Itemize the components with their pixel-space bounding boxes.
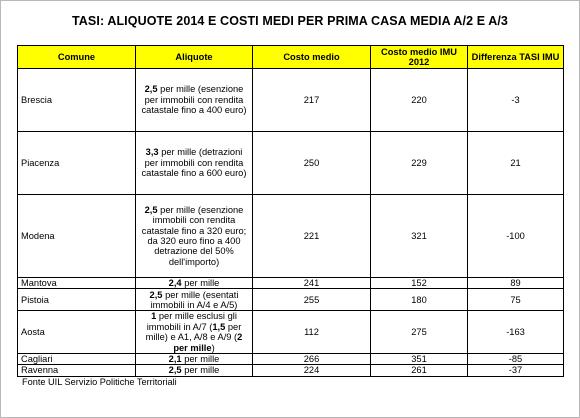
aliquote-rate: 2,5 [168,365,182,376]
cell-aliquote [136,365,253,376]
cell-differenza: -3 [468,69,564,132]
cell-costo-imu: 275 [371,311,468,354]
cell-costo-medio: 224 [253,365,371,376]
aliquote-rate-a7: 1,5 [212,321,226,332]
cell-differenza: 89 [468,278,564,289]
cell-comune: Cagliari [18,354,136,365]
aliquote-rate: 2,5 [149,289,163,300]
header-aliquote: Aliquote [136,46,253,69]
cell-differenza: -85 [468,354,564,365]
table-row [18,354,564,365]
aliquote-note: per mille esclusi gli immobili in A/7 ( [146,311,237,332]
cell-comune: Ravenna [18,365,136,376]
aliquote-note: per mille (esenzione per immobili con rendita catastale fino a 400 euro) [141,84,247,116]
table-row [18,278,564,289]
table-row [18,289,564,311]
cell-comune: Mantova [18,278,136,289]
cell-costo-imu: 220 [371,69,468,132]
cell-aliquote [136,278,253,289]
cell-costo-imu: 180 [371,289,468,311]
aliquote-rate: 1 [151,311,157,322]
cell-differenza: 21 [468,132,564,195]
aliquote-rate: 2,4 [168,278,182,288]
cell-aliquote [136,311,253,354]
cell-costo-medio: 112 [253,311,371,354]
cell-comune: Piacenza [18,132,136,195]
cell-differenza: -37 [468,365,564,376]
cell-differenza: -100 [468,195,564,278]
cell-differenza: -163 [468,311,564,354]
aliquote-rate-a1: 2 per mille [173,332,243,353]
cell-costo-imu: 229 [371,132,468,195]
cell-costo-medio: 266 [253,354,371,365]
cell-aliquote [136,289,253,311]
table-row [18,195,564,278]
aliquote-note: per mille [181,354,220,365]
aliquote-rate: 3,3 [145,147,159,158]
aliquote-rate: 2,5 [144,204,158,215]
table-row [18,365,564,376]
cell-aliquote [136,69,253,132]
header-costo-imu [371,46,468,69]
aliquote-note: ) [211,342,215,353]
cell-comune: Aosta [18,311,136,354]
header-costo-medio: Costo medio [253,46,371,69]
header-costo-imu-line2: 2012 [408,57,430,67]
cell-costo-imu: 321 [371,195,468,278]
header-costo-imu-line1: Costo medio IMU [381,46,457,57]
cell-aliquote [136,354,253,365]
page-title: TASI: ALIQUOTE 2014 E COSTI MEDI PER PRIMA CASA MEDIA A/2 E A/3 [72,14,508,28]
table-header-row [18,46,564,69]
aliquote-note: per mille (esenzione immobili con rendita catastale fino a 320 euro; da 320 euro fino a 400 detrazione del 50% dell'importo) [141,204,247,267]
aliquote-note: per mille (esentati immobili in A/4 e A/5) [150,289,239,310]
header-comune: Comune [18,46,136,69]
tasi-table [17,45,564,377]
cell-costo-imu: 261 [371,365,468,376]
cell-costo-imu: 152 [371,278,468,289]
cell-costo-medio: 255 [253,289,371,311]
cell-comune: Pistoia [18,289,136,311]
source-note: Fonte UIL Servizio Politiche Territoriali [22,377,177,387]
aliquote-note: per mille (detrazioni per immobili con rendita catastale fino a 600 euro) [141,147,247,179]
cell-costo-medio: 241 [253,278,371,289]
cell-costo-medio: 217 [253,69,371,132]
table-row [18,132,564,195]
table-row [18,311,564,354]
cell-aliquote [136,195,253,278]
cell-costo-medio: 250 [253,132,371,195]
aliquote-note: per mille [181,365,220,376]
cell-comune: Brescia [18,69,136,132]
aliquote-rate: 2,1 [168,354,182,365]
cell-costo-imu: 351 [371,354,468,365]
cell-differenza: 75 [468,289,564,311]
aliquote-rate: 2,5 [144,84,158,95]
aliquote-note: per mille) e A1, A/8 e A/9 ( [145,321,242,343]
header-differenza: Differenza TASI IMU [468,46,564,69]
cell-aliquote [136,132,253,195]
aliquote-note: per mille [181,278,220,288]
cell-comune: Modena [18,195,136,278]
table-row [18,69,564,132]
cell-costo-medio: 221 [253,195,371,278]
